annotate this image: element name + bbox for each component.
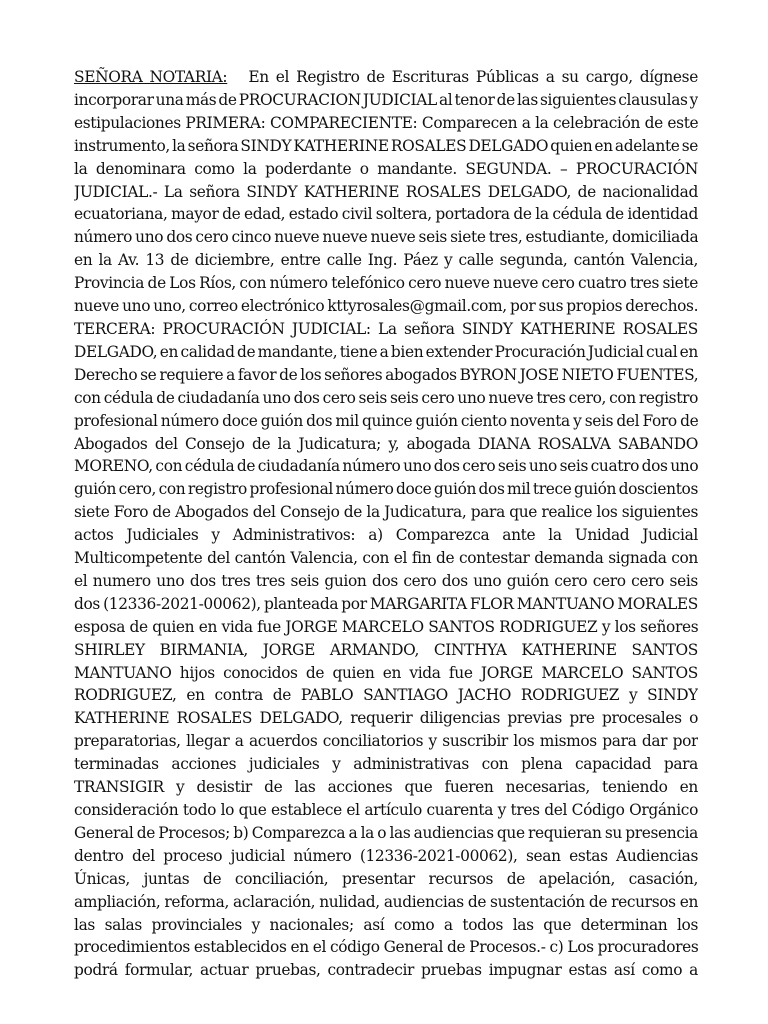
document-line: con cédula de ciudadanía uno dos cero seis seis cero uno nueve tres cero, con registro [74,388,698,407]
document-line: KATHERINE ROSALES DELGADO, requerir diligencias previas pre procesales o [74,709,698,728]
document-line: DELGADO, en calidad de mandante, tiene a bien extender Procuración Judicial cual en [74,342,698,361]
document-line: número uno dos cero cinco nueve nueve nueve seis siete tres, estudiante, domiciliada [74,228,698,247]
document-line: podrá formular, actuar pruebas, contradecir pruebas impugnar estas así como a [74,961,698,980]
document-line: Provincia de Los Ríos, con número telefónico cero nueve nueve cero cuatro tres siete [74,274,698,293]
document-line: las salas provinciales y nacionales; así como a todos las que determinan los [74,915,698,934]
document-line: estipulaciones PRIMERA: COMPARECIENTE: Comparecen a la celebración de este [74,113,698,132]
document-line: el numero uno dos tres tres seis guion dos cero dos uno guión cero cero cero seis [74,571,698,590]
document-line: dos (12336-2021-00062), planteada por MARGARITA FLOR MANTUANO MORALES [74,594,698,613]
document-line: SHIRLEY BIRMANIA, JORGE ARMANDO, CINTHYA KATHERINE SANTOS [74,640,698,659]
document-line: nueve uno uno, correo electrónico kttyrosales@gmail.com, por sus propios derechos. [74,297,698,316]
document-line: Abogados del Consejo de la Judicatura; y, abogada DIANA ROSALVA SABANDO [74,434,698,453]
document-line: JUDICIAL.- La señora SINDY KATHERINE ROSALES DELGADO, de nacionalidad [74,182,698,201]
document-line: MANTUANO hijos conocidos de quien en vida fue JORGE MARCELO SANTOS [74,663,698,682]
document-line: la denominara como la poderdante o mandante. SEGUNDA. – PROCURACIÓN [74,159,698,178]
document-line: General de Procesos; b) Comparezca a la o las audiencias que requieran su presencia [74,823,698,842]
document-line: terminadas acciones judiciales y administrativas con plena capacidad para [74,755,698,774]
document-line: guión cero, con registro profesional número doce guión dos mil trece guión doscientos [74,480,698,499]
document-line: siete Foro de Abogados del Consejo de la Judicatura, para que realice los siguientes [74,503,698,522]
document-line: TRANSIGIR y desistir de las acciones que fueren necesarias, teniendo en [74,778,698,797]
document-line: TERCERA: PROCURACIÓN JUDICIAL: La señora SINDY KATHERINE ROSALES [74,319,698,338]
document-line: RODRIGUEZ, en contra de PABLO SANTIAGO JACHO RODRIGUEZ y SINDY [74,686,698,705]
document-line: en la Av. 13 de diciembre, entre calle Ing. Páez y calle segunda, cantón Valencia, [74,251,698,270]
document-line: procedimientos establecidos en el código General de Procesos.- c) Los procuradores [74,938,698,957]
document-line: Únicas, juntas de conciliación, presentar recursos de apelación, casación, [74,869,698,888]
document-line: consideración todo lo que establece el artículo cuarenta y tres del Código Orgánico [74,801,698,819]
document-line: ampliación, reforma, aclaración, nulidad, audiencias de sustentación de recursos en [74,892,698,911]
document-line: incorporar una más de PROCURACION JUDICIAL al tenor de las siguientes clausulas y [74,90,698,109]
document-line: profesional número doce guión dos mil quince guión ciento noventa y seis del Foro de [74,411,698,430]
document-heading: SEÑORA NOTARIA: [74,68,228,86]
document-line: Multicompetente del cantón Valencia, con el fin de contestar demanda signada con [74,549,698,568]
document-line: En el Registro de Escrituras Públicas a su cargo, dígnese [248,68,698,86]
first-line [74,66,698,89]
document-page [74,66,698,982]
document-line: esposa de quien en vida fue JORGE MARCELO SANTOS RODRIGUEZ y los señores [74,617,698,636]
document-body [74,66,698,982]
document-line: Derecho se requiere a favor de los señores abogados BYRON JOSE NIETO FUENTES, [74,365,698,384]
document-line: MORENO, con cédula de ciudadanía número uno dos cero seis uno seis cuatro dos uno [74,457,698,476]
document-line: ecuatoriana, mayor de edad, estado civil soltera, portadora de la cédula de identidad [74,205,698,224]
document-line: actos Judiciales y Administrativos: a) Comparezca ante la Unidad Judicial [74,526,698,545]
document-line: dentro del proceso judicial número (12336-2021-00062), sean estas Audiencias [74,846,698,865]
document-line: preparatorias, llegar a acuerdos conciliatorios y suscribir los mismos para dar por [74,732,698,751]
document-line: instrumento, la señora SINDY KATHERINE ROSALES DELGADO quien en adelante se [74,136,698,155]
